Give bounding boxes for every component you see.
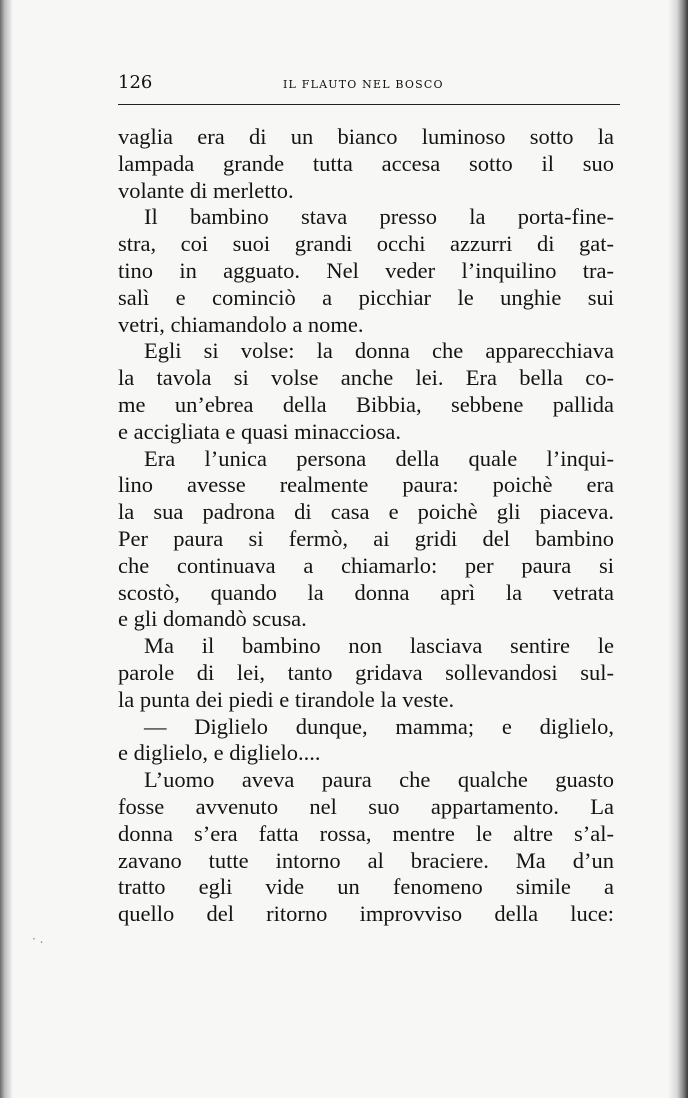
text-line: stra, coi suoi grandi occhi azzurri di gat- xyxy=(118,231,614,257)
header-rule xyxy=(118,104,620,105)
text-line: Egli si volse: la donna che apparecchiava xyxy=(144,338,614,364)
text-line: parole di lei, tanto gridava sollevandosi sul- xyxy=(118,659,614,685)
text-line: fosse avvenuto nel suo appartamento. La xyxy=(118,793,614,819)
text-line: la punta dei piedi e tirandole la veste. xyxy=(118,686,455,712)
text-line: la tavola si volse anche lei. Era bella co- xyxy=(118,365,614,391)
text-line: e diglielo, e diglielo.... xyxy=(118,740,321,766)
text-line: L’uomo aveva paura che qualche guasto xyxy=(144,767,614,793)
text-line: che continuava a chiamarlo: per paura si xyxy=(118,552,614,578)
text-line: donna s’era fatta rossa, mentre le altre s’al- xyxy=(118,820,614,846)
page-edge-shadow xyxy=(668,0,688,1098)
text-line: la sua padrona di casa e poichè gli piaceva. xyxy=(118,499,614,525)
page-spine-shadow xyxy=(0,0,12,1098)
text-line: vetri, chiamandolo a nome. xyxy=(118,311,364,337)
text-line: salì e cominciò a picchiar le unghie sui xyxy=(118,284,614,310)
text-line: scostò, quando la donna aprì la vetrata xyxy=(118,579,614,605)
running-title: IL FLAUTO NEL BOSCO xyxy=(283,78,444,91)
text-line: Per paura si fermò, ai gridi del bambino xyxy=(118,525,614,551)
text-line: me un’ebrea della Bibbia, sebbene pallida xyxy=(118,391,614,417)
page-number: 126 xyxy=(118,72,153,93)
text-line: lino avesse realmente paura: poichè era xyxy=(118,472,614,498)
text-line: lampada grande tutta accesa sotto il suo xyxy=(118,150,614,176)
text-line: quello del ritorno improvviso della luce: xyxy=(118,901,614,927)
body-text xyxy=(118,124,614,928)
text-line: volante di merletto. xyxy=(118,177,294,203)
text-line: vaglia era di un bianco luminoso sotto la xyxy=(118,124,614,149)
text-line: Ma il bambino non lasciava sentire le xyxy=(144,633,614,659)
text-line: tratto egli vide un fenomeno simile a xyxy=(118,874,614,900)
text-line: e accigliata e quasi minacciosa. xyxy=(118,418,401,444)
text-line: tino in agguato. Nel veder l’inquilino tra- xyxy=(118,257,614,283)
text-line: Il bambino stava presso la porta-fine- xyxy=(144,204,614,230)
text-line: e gli domandò scusa. xyxy=(118,606,307,632)
text-line: Era l’unica persona della quale l’inqui- xyxy=(144,445,614,471)
text-line: zavano tutte intorno al braciere. Ma d’un xyxy=(118,847,614,873)
margin-speck: · . xyxy=(32,932,44,946)
text-line: — Diglielo dunque, mamma; e diglielo, xyxy=(144,713,614,739)
page-header xyxy=(118,72,620,102)
